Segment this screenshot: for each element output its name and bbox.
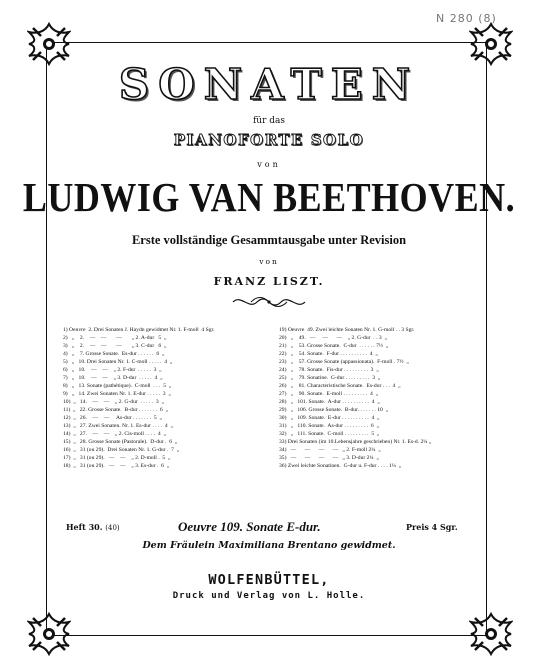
corner-ornament-bottom-left [27,612,71,656]
von-label: von [257,160,281,169]
composer-name: LUDWIG VAN BEETHOVEN. [22,174,516,220]
catalog-entry: 15) „ 28. Grosse Sonate (Pastorale). D-dur . 6 „ [63,439,178,445]
page-title: SONATEN [118,60,420,109]
catalog-entry: 27) „ 90. Sonate. E-moll . . . . . . . . . 4 „ [279,391,379,397]
catalog-entry: 19) Oeuvre 49. Zwei leichte Sonaten Nr. 1. G-moll . . 3 Sgr. [279,327,415,333]
catalog-entry: 4) „ 7. Grosse Sonate. Es-dur . . . . . . 6 „ [63,351,165,357]
catalog-entry: 6) „ 10. — — „ 2. F-dur . . . . . 3 „ [63,367,162,373]
catalog-entry: 31) „ 110. Sonate. As-dur . . . . . . . . . 6 „ [279,423,380,429]
catalog-entry: 21) „ 53. Grosse Sonate. C-dur . . . . . . 7½ „ [279,343,389,349]
catalog-entry: 30) „ 109. Sonate. E-dur . . . . . . . . . . 4 „ [279,415,380,421]
catalog-entry: 18) „ 31 (ou 29). — — „ 3. Es-dur . 6 „ [63,463,170,469]
flourish-ornament [231,292,307,312]
catalog-entry: 2) „ 2. — — — „ 2. A-dur 5 „ [63,335,167,341]
catalog-entry: 5) „ 10. Drei Sonaten Nr. 1. C-moll . . . . . 4 „ [63,359,173,365]
catalog-entry: 1) Oeuvre 2. Drei Sonaten J. Haydn gewidmet Nr. 1. F-moll 4 Sgr. [63,327,215,333]
catalog-entry: 12) „ 26. — — As-dur . . . . . . . 5 „ [63,415,162,421]
heft-number: Heft 30. [66,522,103,532]
catalog-entry: 25) „ 79. Sonatine. G-dur . . . . . . . . . 3 „ [279,375,381,381]
handwritten-note: N 280 (8) [436,12,497,25]
catalog-right-column [279,326,479,470]
catalog-entry: 11) „ 22. Grosse Sonate. B-dur . . . . . . . 6 „ [63,407,168,413]
catalog-entry: 33) Drei Sonaten (im 10.Lebensjahre geschrieben) Nr. 1. Es-d. 2¼ „ [279,439,432,445]
subtitle-fuer-das: für das [252,116,286,126]
catalog-entry: 28) „ 101. Sonate. A-dur . . . . . . . . . . 4 „ [279,399,380,405]
catalog-entry: 36) Zwei leichte Sonatinen. G-dur u. F-dur . . . . 1¼ „ [279,463,402,469]
catalog-entry: 32) „ 111. Sonate. C-moll . . . . . . . . . 5 „ [279,431,380,437]
catalog-entry: 9) „ 14. Zwei Sonaten Nr. 1. E-dur . . . . . 3 „ [63,391,171,397]
work-title: Oeuvre 109. Sonate E-dur. [178,519,321,534]
von-label-2: von [259,257,279,266]
edition-line: Erste vollständige Gesammtausgabe unter Revision [131,233,407,247]
catalog-entry: 34) — — — — „ 2. F-moll 2¼ „ [279,447,381,453]
heft-note: (40) [105,524,120,532]
catalog-entry: 8) „ 13. Sonate (pathétique). C-moll . . . 5 „ [63,383,172,389]
catalog-entry: 13) „ 27. Zwei Sonaten. Nr. 1. Es-dur . . . . 4 „ [63,423,173,429]
editor-name: FRANZ LISZT. [213,275,325,288]
catalog-entry: 23) „ 57. Grosse Sonate (appassionata). F-moll . 7½ „ [279,359,409,365]
dedication-line: Dem Fräulein Maximiliana Brentano gewidmet. [142,540,396,551]
catalog-entry: 17) „ 31 (ou 29). — — „ 2. D-moll . 5 „ [63,455,171,461]
catalog-entry: 35) — — — — „ 3. D-dur 2¼ „ [279,455,379,461]
catalog-entry: 20) „ 49. — — — „ 2. G-dur . . 3 „ [279,335,387,341]
catalog-entry: 14) „ 27. — — „ 2. Cis-moll . . . . 4 „ [63,431,167,437]
catalog-entry: 29) „ 106. Grosse Sonate. B-dur. . . . . . . 10 „ [279,407,389,413]
corner-ornament-bottom-right [469,612,513,656]
publisher-line: Druck und Verlag von L. Holle. [172,591,366,601]
catalog-entry: 16) „ 31 (ou 29). Drei Sonaten Nr. 1. G-dur . 7 „ [63,447,180,453]
catalog-entry: 24) „ 78. Sonate. Fis-dur . . . . . . . . . 3 „ [279,367,379,373]
catalog-entry: 22) „ 54. Sonate. F-dur . . . . . . . . . . 4 „ [279,351,378,357]
catalog-entry: 10) „ 14. — — „ 2. G-dur . . . . . 3 „ [63,399,164,405]
price-label: Preis 4 Sgr. [406,522,458,532]
catalog-left-column [63,326,278,470]
catalog-entry: 3) „ 2. — — — „ 3. C-dur 6 „ [63,343,167,349]
instrument-heading: PIANOFORTE SOLO [173,131,365,149]
heft-label [66,522,120,532]
catalog-entry: 7) „ 10. — — „ 3. D-dur . . . . . 4 „ [63,375,163,381]
catalog-entry: 26) „ 81. Characteristische Sonate. Es-dur . . . 4 „ [279,383,401,389]
publisher-city: WOLFENBÜTTEL, [208,572,330,588]
